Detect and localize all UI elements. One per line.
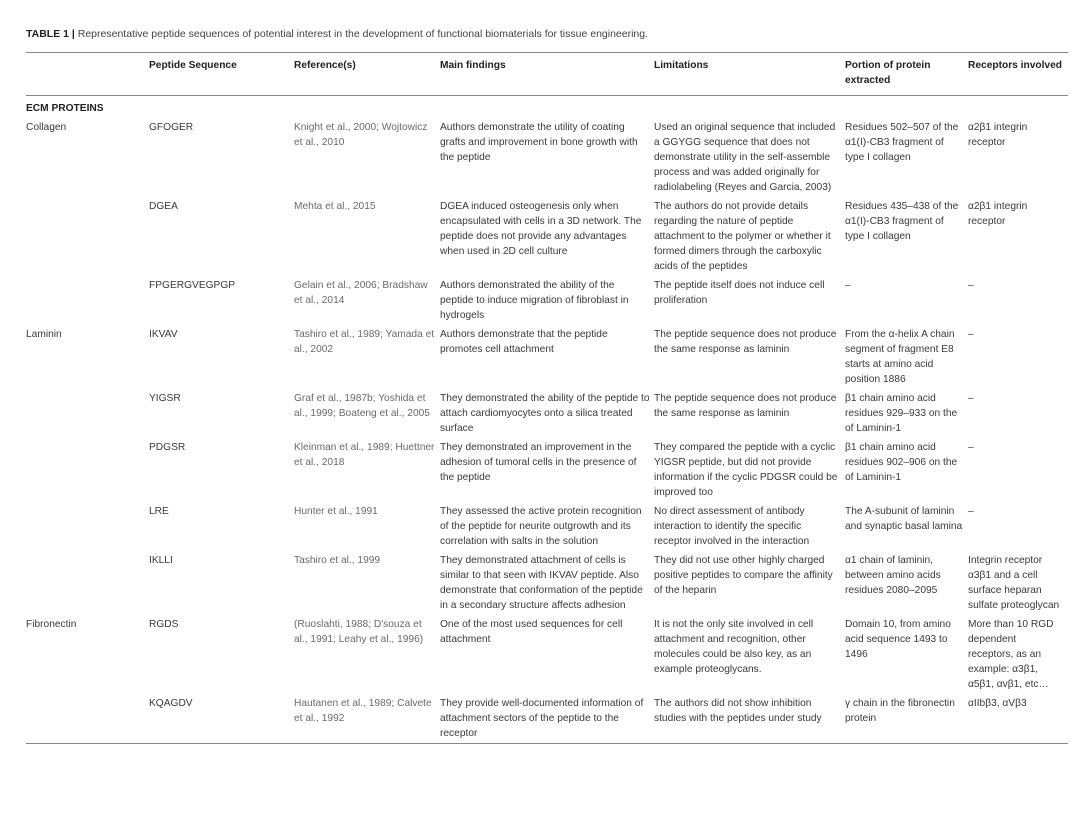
protein-cell: Laminin	[26, 329, 62, 340]
peptide-cell: FPGERGVEGPGP	[149, 280, 236, 291]
table-row	[26, 694, 1068, 744]
reference-cell: Hautanen et al., 1989; Calvete et al., 1992	[294, 694, 440, 744]
limitations-cell: The peptide itself does not induce cell proliferation	[654, 280, 825, 306]
table-row	[26, 551, 1068, 615]
header-receptors: Receptors involved	[968, 53, 1068, 96]
peptide-cell: LRE	[149, 506, 169, 517]
section-row	[26, 96, 1068, 119]
header-findings: Main findings	[440, 53, 654, 96]
receptors-cell: Integrin receptor α3β1 and a cell surface heparan sulfate proteoglycan	[968, 555, 1060, 611]
limitations-cell: No direct assessment of antibody interaction to identify the specific receptor involved in the interaction	[654, 506, 810, 547]
findings-cell: They demonstrated an improvement in the adhesion of tumoral cells in the presence of the peptide	[440, 442, 637, 483]
peptide-cell: IKLLI	[149, 555, 173, 566]
protein-cell	[26, 438, 149, 502]
findings-cell: They demonstrated the ability of the peptide to attach cardiomyocytes onto a silica treated surface	[440, 393, 650, 434]
protein-cell	[26, 389, 149, 438]
portion-cell: Residues 502–507 of the α1(I)-CB3 fragment of type I collagen	[845, 122, 959, 163]
header-protein	[26, 53, 149, 96]
table-row	[26, 118, 1068, 197]
reference-cell: (Ruoslahti, 1988; D'souza et al., 1991; Leahy et al., 1996)	[294, 619, 424, 645]
limitations-cell: They compared the peptide with a cyclic YIGSR peptide, but did not provide information if the cyclic PDGSR could be improved too	[654, 442, 838, 498]
reference-cell: Tashiro et al., 1999	[294, 555, 381, 566]
reference-cell: Graf et al., 1987b; Yoshida et al., 1999; Boateng et al., 2005	[294, 393, 430, 419]
limitations-cell: Used an original sequence that included a GGYGG sequence that does not demonstrate utility in the self-assemble process and was added originally for radiolabeling (Reyes and Garcia, 2003)	[654, 122, 836, 193]
findings-cell: They demonstrated attachment of cells is similar to that seen with IKVAV peptide. Also demonstrate that conformation of the peptide in a secondary structure affects adhesion	[440, 555, 643, 611]
findings-cell: Authors demonstrate that the peptide promotes cell attachment	[440, 329, 608, 355]
protein-cell: Collagen	[26, 122, 67, 133]
header-portion: Portion of protein extracted	[845, 53, 968, 96]
peptide-cell: PDGSR	[149, 442, 186, 453]
portion-cell: γ chain in the fibronectin protein	[845, 694, 968, 744]
receptors-cell: –	[968, 280, 974, 291]
receptors-cell: –	[968, 329, 974, 340]
reference-cell: Knight et al., 2000; Wojtowicz et al., 2010	[294, 122, 428, 148]
header-references: Reference(s)	[294, 53, 440, 96]
protein-cell	[26, 276, 149, 325]
findings-cell: Authors demonstrated the ability of the peptide to induce migration of fibroblast in hydrogels	[440, 280, 629, 321]
limitations-cell: The peptide sequence does not produce the same response as laminin	[654, 393, 837, 419]
header-row	[26, 53, 1068, 96]
protein-cell	[26, 502, 149, 551]
reference-cell: Hunter et al., 1991	[294, 506, 378, 517]
portion-cell: α1 chain of laminin, between amino acids residues 2080–2095	[845, 555, 941, 596]
header-peptide: Peptide Sequence	[149, 53, 294, 96]
peptide-table	[26, 52, 1068, 744]
receptors-cell: –	[968, 506, 974, 517]
protein-cell	[26, 694, 149, 744]
findings-cell: Authors demonstrate the utility of coating grafts and improvement in bone growth with the peptide	[440, 122, 638, 163]
protein-cell: Fibronectin	[26, 619, 77, 630]
table-label: TABLE 1 |	[26, 28, 75, 40]
section-label: ECM PROTEINS	[26, 103, 104, 114]
reference-cell: Kleinman et al., 1989; Huettner et al., 2018	[294, 442, 435, 468]
limitations-cell: The authors did not show inhibition studies with the peptides under study	[654, 694, 845, 744]
portion-cell: Domain 10, from amino acid sequence 1493 to 1496	[845, 619, 951, 660]
reference-cell: Mehta et al., 2015	[294, 201, 376, 212]
findings-cell: One of the most used sequences for cell attachment	[440, 619, 623, 645]
receptors-cell: α2β1 integrin receptor	[968, 201, 1028, 227]
portion-cell: β1 chain amino acid residues 902–906 on the of Laminin-1	[845, 442, 958, 483]
receptors-cell: More than 10 RGD dependent receptors, as an example: α3β1, α5β1, αvβ1, etc…	[968, 619, 1054, 690]
peptide-cell: RGDS	[149, 619, 179, 630]
portion-cell: From the α-helix A chain segment of fragment E8 starts at amino acid position 1886	[845, 329, 955, 385]
table-row	[26, 197, 1068, 276]
table-row	[26, 502, 1068, 551]
findings-cell: They provide well-documented information of attachment sectors of the peptide to the receptor	[440, 694, 654, 744]
findings-cell: They assessed the active protein recognition of the peptide for neurite outgrowth and its correlation with salts in the solution	[440, 506, 642, 547]
table-row	[26, 276, 1068, 325]
portion-cell: –	[845, 280, 851, 291]
findings-cell: DGEA induced osteogenesis only when encapsulated with cells in a 3D network. The peptide does not provide any advantages when used in 2D cell culture	[440, 201, 642, 257]
limitations-cell: They did not use other highly charged positive peptides to compare the affinity of the heparin	[654, 555, 833, 596]
table-row	[26, 389, 1068, 438]
peptide-cell: YIGSR	[149, 393, 181, 404]
portion-cell: The A-subunit of laminin and synaptic basal lamina	[845, 506, 963, 532]
receptors-cell: –	[968, 442, 974, 453]
portion-cell: Residues 435–438 of the α1(I)-CB3 fragment of type I collagen	[845, 201, 959, 242]
peptide-cell: GFOGER	[149, 122, 194, 133]
receptors-cell: α2β1 integrin receptor	[968, 122, 1028, 148]
table-caption	[26, 28, 648, 40]
table-row	[26, 438, 1068, 502]
peptide-cell: KQAGDV	[149, 694, 294, 744]
caption-text: Representative peptide sequences of potential interest in the development of functional biomaterials for tissue engineering.	[74, 28, 649, 40]
limitations-cell: The peptide sequence does not produce the same response as laminin	[654, 329, 837, 355]
limitations-cell: The authors do not provide details regarding the nature of peptide attachment to the polymer or whether it formed dimers through the carboxylic acids of the peptides	[654, 201, 831, 272]
header-limitations: Limitations	[654, 53, 845, 96]
table-row	[26, 615, 1068, 694]
receptors-cell: –	[968, 393, 974, 404]
peptide-cell: DGEA	[149, 201, 178, 212]
protein-cell	[26, 551, 149, 615]
peptide-cell: IKVAV	[149, 329, 178, 340]
reference-cell: Gelain et al., 2006; Bradshaw et al., 2014	[294, 280, 428, 306]
protein-cell	[26, 197, 149, 276]
receptors-cell: αIIbβ3, αVβ3	[968, 694, 1068, 744]
limitations-cell: It is not the only site involved in cell attachment and recognition, other molecules could be also key, as an example proteoglycans.	[654, 619, 814, 675]
reference-cell: Tashiro et al., 1989; Yamada et al., 2002	[294, 329, 435, 355]
portion-cell: β1 chain amino acid residues 929–933 on the of Laminin-1	[845, 393, 958, 434]
table-row	[26, 325, 1068, 389]
